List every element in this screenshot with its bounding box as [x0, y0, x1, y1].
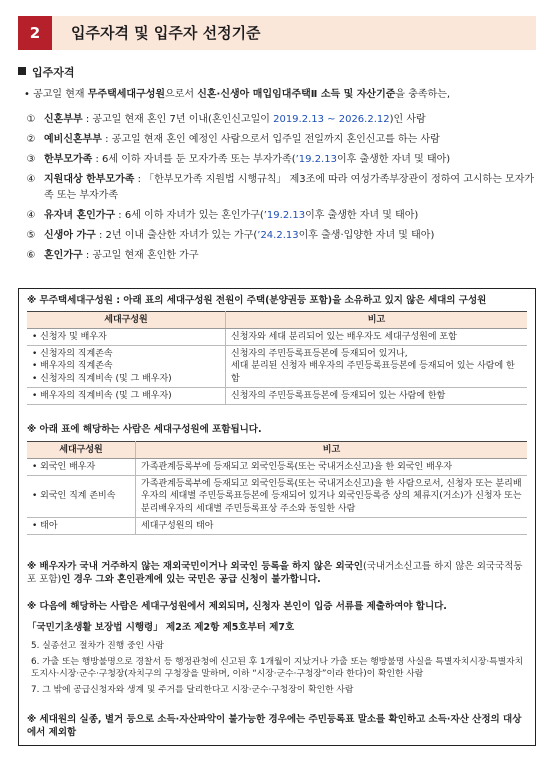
table-cell: 신청자의 주민등록표등본에 등재되어 있는 사람에 한함	[226, 387, 528, 404]
item-text: : 공고일 현재 혼인 7년 이내(혼인신고일이	[82, 114, 274, 125]
list-item	[24, 150, 539, 170]
note-included: ※ 아래 표에 해당하는 사람은 세대구성원에 포함됩니다.	[27, 424, 262, 435]
section-number: 2	[18, 16, 52, 50]
table-cell: 신청자와 세대 분리되어 있는 배우자도 세대구성원에 포함	[226, 329, 528, 346]
item-date-highlight: 2019.2.13 ~ 2026.2.12	[273, 114, 390, 125]
section-header	[18, 16, 536, 50]
table-row	[27, 476, 527, 517]
item-marker: ④	[26, 174, 36, 185]
table-cell: • 외국인 직계 존비속	[27, 476, 136, 517]
item-label: 신생아 가구	[44, 230, 96, 241]
list-item	[24, 206, 539, 226]
intro-text-mid: 으로서	[165, 89, 198, 100]
item-label: 한부모가족	[44, 154, 93, 165]
item-marker: ②	[26, 134, 36, 145]
excluded-item: 7. 그 밖에 공급신청자와 생계 및 주거를 달리한다고 시장·군수·구청장이 확인한 사람	[31, 685, 354, 695]
item-marker: ④	[26, 210, 36, 221]
item-marker: ①	[26, 114, 36, 125]
item-marker: ⑤	[26, 230, 36, 241]
note-bold-part: 인 경우 그와 혼인관계에 있는 국민은 공급 신청이 불가합니다.	[61, 573, 321, 585]
item-text: : 6세 이하 자녀가 있는 혼인가구(	[115, 210, 264, 221]
square-bullet-icon	[18, 67, 26, 75]
note-no-house: ※ 무주택세대구성원 : 아래 표의 세대구성원 전원이 주택(분양권등 포함)을 소유하고 있지 않은 세대의 구성원	[27, 295, 487, 306]
table-cell: • 배우자의 직계비속 (및 그 배우자)	[27, 387, 226, 404]
subsection-title: 입주자격	[32, 66, 75, 79]
list-item	[24, 110, 539, 130]
law-reference: 「국민기초생활 보장법 시행령」 제2조 제2항 제5호부터 제7호	[27, 622, 295, 633]
item-text: : 6세 이하 자녀를 둔 모자가족 또는 부자가족(	[92, 154, 296, 165]
item-text-end: 이후 출생한 자녀 및 태아)	[336, 154, 451, 165]
notes-box	[18, 288, 536, 746]
item-date-highlight: ’19.2.13	[295, 154, 337, 165]
item-text-end: 이후 출생·입양한 자녀 및 태아)	[298, 230, 435, 241]
list-item	[24, 226, 539, 246]
note-foreign-spouse	[27, 561, 527, 587]
table-header: 비고	[226, 312, 528, 329]
item-text-end: 이후 출생한 자녀 및 태아)	[305, 210, 419, 221]
item-date-highlight: ’24.2.13	[257, 230, 299, 241]
intro-text: 공고일 현재	[33, 89, 88, 100]
eligibility-list	[24, 110, 539, 266]
table-cell: 신청자의 주민등록표등본에 등재되어 있거나, 세대 분리된 신청자 배우자의 주민등록표등본에 등재되어 있는 사람에 한함	[226, 346, 528, 387]
list-item	[24, 246, 539, 266]
item-label: 혼인가구	[44, 250, 83, 261]
item-text: : 「한부모가족 지원법 시행규칙」 제3조에 따라 여성가족부장관이 정하여 고시하는 모자가족 또는 부자가족	[44, 174, 535, 201]
table-row	[27, 459, 527, 476]
table-cell: 세대구성원의 태아	[136, 517, 528, 534]
table-cell: • 외국인 배우자	[27, 459, 136, 476]
section-title: 입주자격 및 입주자 선정기준	[71, 24, 261, 42]
item-text: : 공고일 현재 혼인 예정인 사람으로서 입주일 전일까지 혼인신고를 하는 사람	[101, 134, 440, 145]
table-header: 세대구성원	[27, 312, 226, 329]
table-cell: • 태아	[27, 517, 136, 534]
item-label: 지원대상 한부모가족	[44, 174, 135, 185]
table-cell: 가족관계등록부에 등재되고 외국인등록(또는 국내거소신고)을 한 외국인 배우자	[136, 459, 528, 476]
note-bold-part: ※ 배우자가 국내 거주하지 않는 재외국민이거나 외국인 등록을 하지 않은 외국인	[27, 561, 363, 572]
excluded-item: 5. 실종선고 절차가 진행 중인 사람	[31, 641, 164, 651]
item-marker: ⑥	[26, 250, 36, 261]
note-normal-part: (국내거소신고를 하지 않은 외국국적동포 포함)	[27, 561, 523, 585]
household-table	[27, 311, 527, 405]
table-row	[27, 346, 527, 387]
item-marker: ③	[26, 154, 36, 165]
table-header: 세대구성원	[27, 442, 136, 459]
list-item	[24, 130, 539, 150]
table-cell: • 신청자 및 배우자	[27, 329, 226, 346]
note-excluded: ※ 다음에 해당하는 사람은 세대구성원에서 제외되며, 신청자 본인이 입증 서류를 제출하여야 합니다.	[27, 601, 447, 612]
item-label: 신혼부부	[44, 114, 83, 125]
table-row	[27, 387, 527, 404]
item-text: : 2년 이내 출산한 자녀가 있는 가구(	[95, 230, 258, 241]
intro-text-end: 을 충족하는,	[395, 89, 451, 100]
item-date-highlight: ’19.2.13	[263, 210, 306, 221]
list-item	[24, 170, 539, 206]
table-cell: • 신청자의 직계존속 • 배우자의 직계존속 • 신청자의 직계비속 (및 그 배우자)	[27, 346, 226, 387]
included-members-table	[27, 441, 527, 535]
intro-bold-1: 무주택세대구성원	[87, 89, 166, 100]
table-header: 비고	[136, 442, 528, 459]
note-disappearance: ※ 세대원의 실종, 별거 등으로 소득·자산파악이 불가능한 경우에는 주민등록표 말소를 확인하고 소득·자산 산정의 대상에서 제외함	[27, 714, 522, 738]
intro-paragraph	[24, 88, 544, 102]
table-row	[27, 517, 527, 534]
excluded-item: 6. 가출 또는 행방불명으로 경찰서 등 행정관청에 신고된 후 1개월이 지났거나 가출 또는 행방불명 사실을 특별자치시장·특별자치도지사·시장·군수·구청장(자치구의 구청장을 말하며, 이하 “시장·군수·구청장”이라 한다)이 확인한 사람	[31, 657, 524, 679]
item-text: : 공고일 현재 혼인한 가구	[82, 250, 199, 261]
item-label: 예비신혼부부	[44, 134, 102, 145]
subsection-heading	[18, 66, 75, 81]
item-label: 유자녀 혼인가구	[44, 210, 116, 221]
intro-bold-2: 신혼·신생아 매입임대주택Ⅱ 소득 및 자산기준	[197, 89, 396, 100]
table-row	[27, 329, 527, 346]
item-text-end: )인 사람	[389, 114, 426, 125]
bullet-icon: •	[24, 89, 30, 100]
table-cell: 가족관계등록부에 등재되고 외국인등록(또는 국내거소신고)을 한 사람으로서, 신청자 또는 분리배우자의 세대별 주민등록표등본에 등재되어 있거나 외국인등록증 상의 체류지(거소)가 신청자 또는 분리배우자의 세대별 주민등록표상 주소와 동일한 사람	[136, 476, 528, 517]
